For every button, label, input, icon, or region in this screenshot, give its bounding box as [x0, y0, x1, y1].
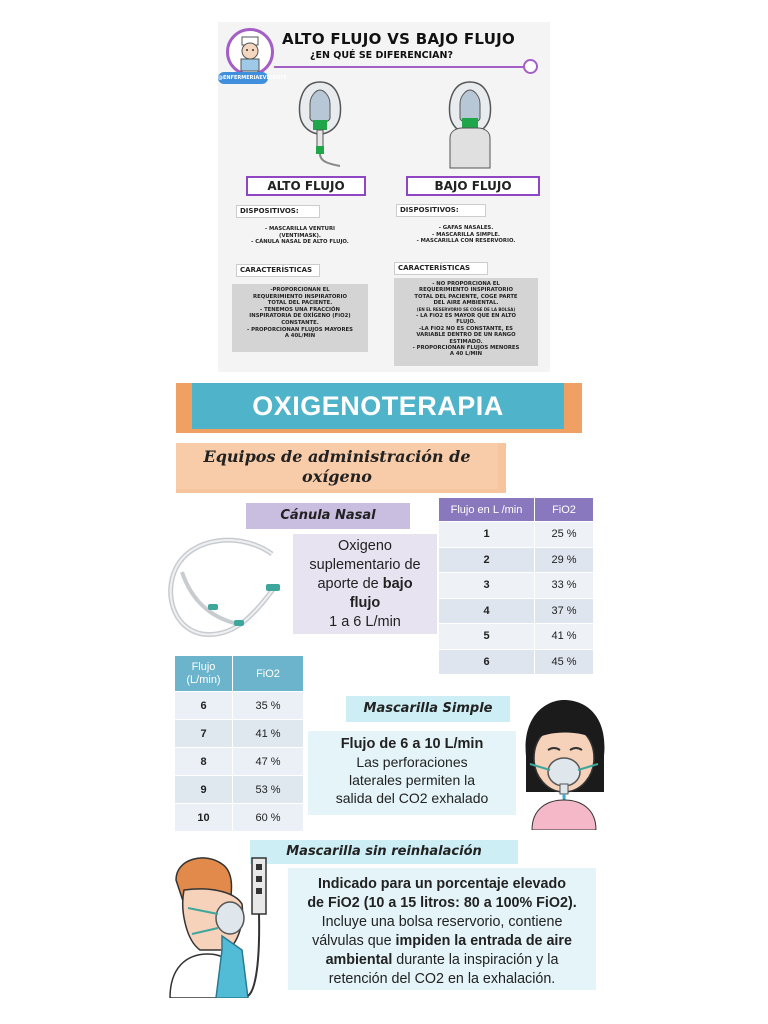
- canula-fio2-table: [438, 497, 594, 675]
- mascarilla-simple-description: Flujo de 6 a 10 L/min Las perforaciones laterales permiten la salida del CO2 exhalado: [308, 731, 516, 815]
- bajo-caracteristicas-heading: CARACTERÍSTICAS: [394, 262, 488, 275]
- title-underline: [274, 66, 526, 68]
- table-row: 9 53 %: [175, 776, 304, 804]
- table-row: 8 47 %: [175, 748, 304, 776]
- table-row: 6 45 %: [439, 649, 594, 675]
- infographic-subtitle: ¿EN QUÉ SE DIFERENCIAN?: [310, 50, 453, 61]
- girl-with-mask-icon: [516, 696, 612, 830]
- alto-dispositivos-list: - MASCARILLA VENTURI (VENTIMASK). - CÁNULA NASAL DE ALTO FLUJO.: [232, 223, 368, 255]
- nurse-icon: [229, 31, 271, 73]
- nurse-logo: [226, 28, 274, 76]
- table-header: Flujo en L /min: [439, 498, 535, 522]
- mascarilla-simple-fio2-table: [174, 655, 304, 832]
- table-row: 10 60 %: [175, 804, 304, 832]
- table-row: 7 41 %: [175, 720, 304, 748]
- bajo-dispositivos-list: - GAFAS NASALES. - MASCARILLA SIMPLE. - MASCARILLA CON RESERVORIO.: [394, 222, 538, 252]
- man-with-reservoir-mask-icon: [156, 850, 274, 998]
- table-row: 1 25 %: [439, 522, 594, 548]
- social-handle: @ENFERMERIAEVIDENTE: [218, 72, 268, 84]
- table-row: 5 41 %: [439, 624, 594, 650]
- venturi-mask-icon: [290, 78, 350, 170]
- section-subtitle: Equipos de administración de oxígeno: [176, 443, 498, 489]
- table-row: 2 29 %: [439, 547, 594, 573]
- bajo-caracteristicas-list: - NO PROPORCIONA EL REQUERIMIENTO INSPIRATORIO TOTAL DEL PACIENTE, COGE PARTE DEL AIRE AMBIENTAL. (EN EL RESERVORIO SE COGE DE LA BOLSA) - LA FiO2 ES MAYOR QUE EN ALTO FLUJO. -LA FiO2 NO ES CONSTANTE, ES VARIABLE DENTRO DE UN RANGO ESTIMADO. - PROPORCIONAN FLUJOS MENORES A 40 L/MIN: [394, 278, 538, 366]
- infographic-title: ALTO FLUJO VS BAJO FLUJO: [282, 30, 516, 48]
- nasal-cannula-icon: [162, 532, 292, 644]
- page-title: OXIGENOTERAPIA: [252, 391, 504, 421]
- mascarilla-simple-label: Mascarilla Simple: [346, 696, 510, 722]
- alto-dispositivos-heading: DISPOSITIVOS:: [236, 205, 320, 218]
- bajo-dispositivos-heading: DISPOSITIVOS:: [396, 204, 486, 217]
- alto-caracteristicas-list: -PROPORCIONAN EL REQUERIMIENTO INSPIRATORIO TOTAL DEL PACIENTE. - TENEMOS UNA FRACCIÓN INSPIRATORIA DE OXÍGENO (FiO2) CONSTANTE. - PROPORCIONAN FLUJOS MAYORES A 40L/MIN: [232, 284, 368, 352]
- title-dot: [523, 59, 538, 74]
- table-header: Flujo (L/min): [175, 656, 233, 692]
- alto-flujo-label: ALTO FLUJO: [246, 176, 366, 196]
- table-header: FiO2: [233, 656, 304, 692]
- sin-reinhalacion-label: Mascarilla sin reinhalación: [250, 840, 518, 864]
- canula-nasal-label: Cánula Nasal: [246, 503, 410, 529]
- table-header: FiO2: [535, 498, 594, 522]
- canula-description: Oxigeno suplementario de aporte de bajo flujo 1 a 6 L/min: [293, 534, 437, 634]
- table-row: 6 35 %: [175, 692, 304, 720]
- sin-reinhalacion-description: Indicado para un porcentaje elevado de FiO2 (10 a 15 litros: 80 a 100% FiO2). Incluye una bolsa reservorio, contiene válvulas que impiden la entrada de aire ambiental durante la inspiración y la retención del CO2 en la exhalación.: [288, 868, 596, 990]
- alto-caracteristicas-heading: CARACTERÍSTICAS: [236, 264, 320, 277]
- bajo-flujo-label: BAJO FLUJO: [406, 176, 540, 196]
- table-row: 3 33 %: [439, 573, 594, 599]
- table-row: 4 37 %: [439, 598, 594, 624]
- simple-mask-icon: [440, 78, 500, 170]
